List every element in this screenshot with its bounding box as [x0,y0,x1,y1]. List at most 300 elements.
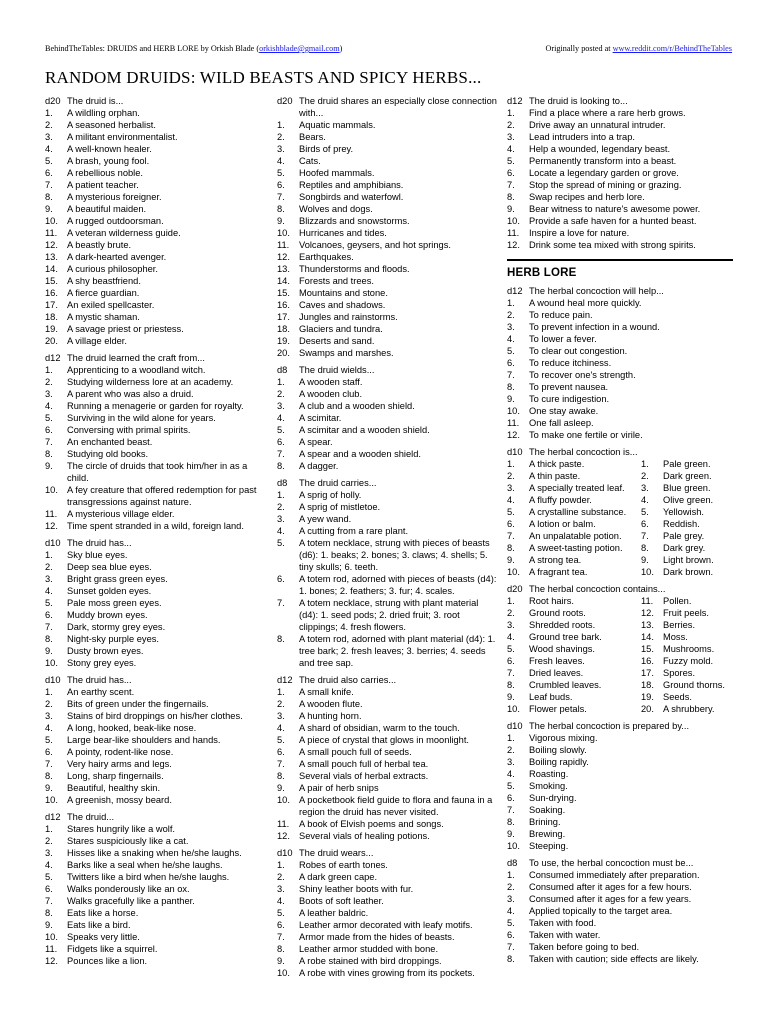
list-item [507,566,641,578]
item-number: 12. [641,608,654,618]
list-item [45,835,267,847]
list-item [45,119,267,131]
item-number: 6. [45,747,53,757]
item-text: Ground thorns. [663,680,726,690]
list-item [45,424,267,436]
item-text: Taken before going to bed. [529,942,640,952]
list-item [277,722,499,734]
item-text: A mystic shaman. [67,312,140,322]
list-item [277,871,499,883]
item-text: Inspire a love for nature. [529,228,630,238]
list-item [641,530,733,542]
item-text: A small knife. [299,687,354,697]
list-item [277,782,499,794]
list-item [641,667,733,679]
list-item [507,905,733,917]
list-item [45,364,267,376]
list-item [507,840,733,852]
list-item [277,794,499,818]
list-item [507,143,733,155]
item-number: 17. [45,300,58,310]
item-number: 18. [45,312,58,322]
list-item [45,770,267,782]
item-number: 18. [277,324,290,334]
item-text: Taken with water. [529,930,601,940]
list-item [641,542,733,554]
item-number: 3. [45,132,53,142]
list-item [45,287,267,299]
item-number: 2. [507,471,515,481]
item-text: Jungles and rainstorms. [299,312,398,322]
list-item [507,345,733,357]
item-text: Wood shavings. [529,644,595,654]
list-item [45,335,267,347]
list-item [507,828,733,840]
item-text: Shiny leather boots with fur. [299,884,414,894]
list-item [507,333,733,345]
item-text: Time spent stranded in a wild, foreign land. [67,521,244,531]
list-item [277,143,499,155]
list-item [45,323,267,335]
list-item [507,893,733,905]
item-text: Mushrooms. [663,644,715,654]
item-number: 3. [507,483,515,493]
die-label: d20 [277,96,293,106]
item-number: 6. [507,358,515,368]
item-text: Roasting. [529,769,569,779]
item-number: 6. [507,519,515,529]
item-text: Aquatic mammals. [299,120,376,130]
list-item [277,263,499,275]
item-text: An exiled spellcaster. [67,300,155,310]
item-number: 16. [45,288,58,298]
item-number: 5. [507,507,515,517]
item-number: 4. [277,413,285,423]
item-text: Reddish. [663,519,700,529]
item-text: Thunderstorms and floods. [299,264,410,274]
die-label: d12 [45,812,61,822]
item-text: Provide a safe haven for a hunted beast. [529,216,697,226]
table-heading-text: The herbal concoction is prepared by... [529,721,690,731]
list-item [45,436,267,448]
list-item [45,758,267,770]
list-item [45,311,267,323]
item-text: Caves and shadows. [299,300,386,310]
item-text: Fidgets like a squirrel. [67,944,158,954]
list-item [277,215,499,227]
item-number: 5. [277,425,285,435]
item-text: Boots of soft leather. [299,896,384,906]
item-text: A specially treated leaf. [529,483,625,493]
item-text: To reduce itchiness. [529,358,612,368]
item-number: 2. [277,132,285,142]
item-text: Leaf buds. [529,692,573,702]
item-text: Eats like a horse. [67,908,139,918]
list-item [45,597,267,609]
list-item [507,530,641,542]
item-text: Very hairy arms and legs. [67,759,172,769]
list-item [641,691,733,703]
item-number: 17. [641,668,654,678]
item-text: Consumed after it ages for a few years. [529,894,692,904]
list-item [507,703,641,715]
item-number: 9. [507,555,515,565]
item-text: One fall asleep. [529,418,594,428]
table-heading-text: The druid learned the craft from... [67,353,205,363]
die-label: d10 [45,538,61,548]
item-number: 3. [277,711,285,721]
item-number: 1. [507,459,515,469]
column-1 [45,95,267,972]
list-item [507,929,733,941]
item-number: 6. [45,610,53,620]
list-item [45,484,267,508]
item-number: 2. [507,310,515,320]
item-text: Boiling slowly. [529,745,587,755]
list-item [45,573,267,585]
list-item [277,460,499,472]
list-item [277,919,499,931]
item-number: 1. [277,120,285,130]
list-item [277,698,499,710]
item-text: Smoking. [529,781,568,791]
item-text: Fruit peels. [663,608,709,618]
item-number: 4. [507,769,515,779]
item-text: Sky blue eyes. [67,550,128,560]
item-text: Muddy brown eyes. [67,610,148,620]
item-text: A rebellious noble. [67,168,143,178]
header-credit-close: ) [339,44,343,53]
die-label: d20 [507,584,523,594]
item-text: Brewing. [529,829,566,839]
item-text: Bear witness to nature's awesome power. [529,204,701,214]
list-item [45,299,267,311]
item-text: Robes of earth tones. [299,860,388,870]
item-number: 10. [507,841,520,851]
item-number: 19. [45,324,58,334]
item-number: 7. [45,896,53,906]
item-text: A brash, young fool. [67,156,150,166]
die-label: d10 [507,447,523,457]
list-item [507,239,733,251]
item-text: Dark, stormy grey eyes. [67,622,166,632]
item-number: 8. [45,634,53,644]
item-text: Drink some tea mixed with strong spirits. [529,240,696,250]
list-item [45,143,267,155]
item-text: Bears. [299,132,326,142]
table-druid-looking-to [507,95,733,251]
list-item [507,107,733,119]
item-text: Eats like a bird. [67,920,131,930]
list-item [641,631,733,643]
item-text: Stony grey eyes. [67,658,137,668]
list-item [507,321,733,333]
list-item [507,369,733,381]
item-text: A cutting from a rare plant. [299,526,409,536]
item-text: Drive away an unnatural intruder. [529,120,666,130]
table-heading-text: The druid shares an especially close connection with... [299,96,497,118]
item-text: To prevent infection in a wound. [529,322,660,332]
table-heading [277,364,499,376]
list-item [277,155,499,167]
item-text: A pair of herb snips [299,783,379,793]
list-item [277,412,499,424]
item-number: 3. [507,620,515,630]
item-number: 19. [277,336,290,346]
item-number: 1. [45,550,53,560]
item-text: Long, sharp fingernails. [67,771,164,781]
list-item [507,631,641,643]
item-text: To reduce pain. [529,310,593,320]
item-text: A wooden staff. [299,377,363,387]
author-email-link[interactable]: orkishblade@gmail.com [259,44,340,53]
item-number: 2. [45,120,53,130]
item-number: 10. [641,567,654,577]
item-number: 2. [277,699,285,709]
list-item [507,470,641,482]
list-item [277,448,499,460]
item-text: Deserts and sand. [299,336,375,346]
item-text: Stares suspiciously like a cat. [67,836,189,846]
item-text: To lower a fever. [529,334,597,344]
die-label: d20 [45,96,61,106]
item-text: A piece of crystal that glows in moonlight. [299,735,470,745]
list-item [45,919,267,931]
item-text: Blue green. [663,483,711,493]
list-item [277,376,499,388]
item-number: 1. [45,687,53,697]
table-druid-eyes [45,537,267,669]
list-item [507,381,733,393]
item-text: A totem rod, adorned with plant material (d4): 1. tree bark; 2. fresh leaves; 3. berries; 4. seeds and tree sap. [299,634,496,668]
list-item [507,679,641,691]
die-label: d8 [277,365,288,375]
list-item [277,710,499,722]
list-item [507,619,641,631]
item-number: 4. [507,632,515,642]
item-text: Bits of green under the fingernails. [67,699,209,709]
item-number: 4. [641,495,649,505]
table-heading-text: The herbal concoction will help... [529,286,664,296]
table-concoction-is [507,446,733,578]
item-number: 9. [277,216,285,226]
table-heading-text: The herbal concoction is... [529,447,638,457]
item-number: 4. [507,144,515,154]
item-number: 8. [277,461,285,471]
item-number: 12. [45,956,58,966]
list-item [45,782,267,794]
list-item [45,931,267,943]
table-druid-wields [277,364,499,472]
item-number: 5. [277,538,285,548]
item-number: 9. [507,394,515,404]
item-text: Armor made from the hides of beasts. [299,932,455,942]
item-number: 2. [507,745,515,755]
item-text: A shrubbery. [663,704,715,714]
list-item [45,585,267,597]
item-number: 6. [277,180,285,190]
item-text: Stop the spread of mining or grazing. [529,180,682,190]
item-text: Consumed immediately after preparation. [529,870,700,880]
list-item [277,191,499,203]
list-item [45,275,267,287]
table-concoction-prepared [507,720,733,852]
item-text: Olive green. [663,495,714,505]
list-item [641,482,733,494]
item-text: Sunset golden eyes. [67,586,152,596]
item-number: 1. [507,298,515,308]
table-heading [507,720,733,732]
item-number: 2. [45,699,53,709]
list-item [507,482,641,494]
item-number: 7. [277,759,285,769]
item-number: 10. [45,795,58,805]
item-number: 8. [507,817,515,827]
item-number: 6. [507,793,515,803]
column-2 [277,95,499,984]
list-item [277,311,499,323]
list-item [45,710,267,722]
column-3 [507,95,733,970]
item-number: 3. [45,848,53,858]
list-item [507,119,733,131]
item-text: Steeping. [529,841,569,851]
item-text: To cure indigestion. [529,394,610,404]
item-text: Swap recipes and herb lore. [529,192,645,202]
list-item [641,506,733,518]
item-number: 20. [277,348,290,358]
list-item [507,691,641,703]
table-heading [507,857,733,869]
item-number: 5. [45,413,53,423]
item-text: A thick paste. [529,459,585,469]
item-number: 8. [277,771,285,781]
item-text: A wooden club. [299,389,363,399]
item-text: An unpalatable potion. [529,531,622,541]
list-item [507,554,641,566]
list-item [641,619,733,631]
item-text: Surviving in the wild alone for years. [67,413,216,423]
item-text: To make one fertile or virile. [529,430,643,440]
item-text: A sweet-tasting potion. [529,543,623,553]
item-number: 4. [45,401,53,411]
list-item [507,667,641,679]
item-text: Spores. [663,668,696,678]
item-text: Leather armor decorated with leafy motifs. [299,920,473,930]
item-number: 9. [45,461,53,471]
item-number: 10. [45,658,58,668]
item-number: 4. [277,896,285,906]
table-heading-text: The druid has... [67,538,132,548]
item-number: 3. [45,389,53,399]
item-text: A veteran wilderness guide. [67,228,181,238]
list-item [45,847,267,859]
list-item [507,518,641,530]
list-item [507,542,641,554]
item-number: 15. [641,644,654,654]
list-item [45,657,267,669]
item-text: A robe stained with bird droppings. [299,956,442,966]
item-number: 7. [277,932,285,942]
table-heading-text: The druid wields... [299,365,375,375]
header-origin-label: Originally posted at [545,44,613,53]
item-text: A pocketbook field guide to flora and fauna in a region the druid has never visited. [299,795,493,817]
list-item [45,549,267,561]
list-item [45,179,267,191]
item-text: A scimitar and a wooden shield. [299,425,430,435]
item-text: Forests and trees. [299,276,374,286]
item-number: 3. [641,483,649,493]
item-text: Studying wilderness lore at an academy. [67,377,234,387]
item-number: 1. [45,824,53,834]
item-number: 12. [45,240,58,250]
page-header-left [45,44,342,53]
table-heading [277,847,499,859]
list-item [507,792,733,804]
list-item [45,645,267,657]
list-item [507,494,641,506]
item-text: A lotion or balm. [529,519,596,529]
item-text: Hurricanes and tides. [299,228,387,238]
item-text: A wound heal more quickly. [529,298,642,308]
list-item [507,780,733,792]
list-item [507,297,733,309]
item-text: Songbirds and waterfowl. [299,192,404,202]
item-text: Twitters like a bird when he/she laughs. [67,872,230,882]
item-text: Deep sea blue eyes. [67,562,152,572]
item-number: 2. [45,562,53,572]
list-column-a [507,458,641,578]
item-number: 3. [277,144,285,154]
item-number: 6. [507,168,515,178]
item-number: 9. [45,920,53,930]
list-item [45,263,267,275]
item-text: A dark green cape. [299,872,378,882]
page-header-right [546,44,733,53]
list-item [45,823,267,835]
item-text: A small pouch full of seeds. [299,747,412,757]
item-number: 5. [277,168,285,178]
list-item [277,758,499,770]
item-number: 6. [277,747,285,757]
item-number: 8. [641,543,649,553]
item-number: 2. [641,471,649,481]
item-text: Sun-drying. [529,793,577,803]
item-number: 6. [507,656,515,666]
list-item [507,357,733,369]
item-number: 6. [641,519,649,529]
list-item [507,917,733,929]
item-text: Several vials of healing potions. [299,831,430,841]
list-item [641,518,733,530]
item-text: Boiling rapidly. [529,757,589,767]
item-number: 8. [45,192,53,202]
item-number: 4. [45,723,53,733]
table-heading [45,352,267,364]
item-text: A fragrant tea. [529,567,588,577]
item-text: Ground roots. [529,608,586,618]
list-item [507,227,733,239]
table-heading-text: To use, the herbal concoction must be... [529,858,694,868]
reddit-link[interactable]: www.reddit.com/r/BehindTheTables [612,44,732,53]
item-number: 11. [507,228,520,238]
list-item [507,393,733,405]
list-item [507,405,733,417]
table-heading [45,674,267,686]
list-item [641,679,733,691]
item-number: 10. [277,228,290,238]
list-item [45,508,267,520]
